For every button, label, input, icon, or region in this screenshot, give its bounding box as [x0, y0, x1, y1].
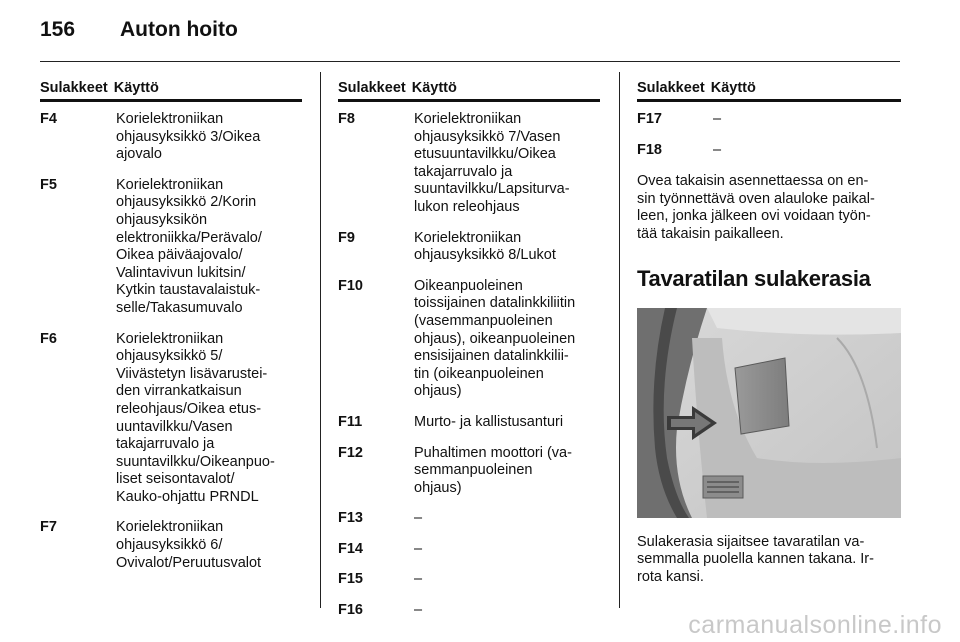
- fuse-usage: –: [713, 141, 722, 158]
- table-row: [338, 571, 600, 589]
- table-row: [338, 602, 600, 620]
- fuse-id: F15: [338, 571, 363, 588]
- fuse-usage: Korielektroniikan ohjausyksikkö 3/Oikea ajovalo: [116, 111, 261, 163]
- fuse-usage: Oikeanpuoleinen toissijainen datalinkkiliitin (vasemmanpuoleinen ohjaus), oikeanpuoleinen ensisijainen datalinkkilii- tin (oikeanpuoleinen ohjaus): [414, 277, 576, 400]
- fuse-id: F4: [40, 111, 57, 127]
- header-fuses: Sulakkeet: [338, 80, 406, 96]
- fuse-id: F9: [338, 229, 355, 246]
- fuse-table-column-1: [40, 80, 302, 585]
- header-fuses: Sulakkeet: [637, 80, 705, 96]
- fuse-usage: Puhaltimen moottori (va- semmanpuoleinen ohjaus): [414, 444, 572, 496]
- table-header: [637, 80, 901, 102]
- watermark: carmanualsonline.info: [688, 611, 942, 639]
- table-row: [338, 278, 600, 401]
- table-header: [338, 80, 600, 102]
- page-title: Auton hoito: [120, 18, 238, 41]
- column-divider: [320, 72, 321, 608]
- table-row: [338, 510, 600, 528]
- door-reinstall-paragraph: Ovea takaisin asennettaessa on en- sin työnnettävä oven alauloke paikal- leen, jonka jälkeen ovi voidaan työn- tää takaisin paikalleen.: [637, 173, 875, 242]
- fuse-id: F14: [338, 540, 363, 557]
- fuse-usage: Korielektroniikan ohjausyksikkö 8/Lukot: [414, 229, 556, 264]
- fuse-usage: –: [414, 540, 423, 557]
- page-number: 156: [40, 18, 76, 41]
- fuse-id: F12: [338, 444, 363, 461]
- fuse-usage: –: [713, 111, 722, 127]
- table-row: [637, 111, 901, 129]
- header-usage: Käyttö: [411, 80, 457, 96]
- section-title: Tavaratilan sulakerasia: [637, 265, 871, 291]
- column-divider: [619, 72, 620, 608]
- table-row: [338, 111, 600, 217]
- header-usage: Käyttö: [113, 80, 159, 96]
- fuse-id: F16: [338, 602, 363, 619]
- fuse-usage: –: [414, 571, 423, 588]
- fuse-id: F18: [637, 141, 662, 158]
- header-fuses: Sulakkeet: [40, 80, 108, 96]
- table-header: [40, 80, 302, 102]
- table-row: [40, 331, 302, 507]
- fuse-usage: –: [414, 602, 423, 619]
- fuse-usage: Korielektroniikan ohjausyksikkö 6/ Ovivalot/Peruutusvalot: [116, 519, 262, 571]
- fuse-id: F8: [338, 111, 355, 127]
- fuse-table-column-2: [338, 80, 600, 633]
- fuse-id: F17: [637, 111, 662, 127]
- fuse-id: F10: [338, 277, 363, 294]
- fuse-usage: Korielektroniikan ohjausyksikkö 5/ Viivästetyn lisävarustei- den virrankatkaisun releohjaus/Oikea etus- uuntavilkku/Vasen takajarruvalo ja suuntavilkku/Oikeanpuo- liset seisontavalot/ Kauko-ohjattu PRNDL: [116, 330, 275, 505]
- table-row: [338, 414, 600, 432]
- table-row: [338, 230, 600, 265]
- fuse-usage: –: [414, 510, 423, 527]
- table-row: [40, 111, 302, 164]
- fuse-id: F6: [40, 330, 57, 347]
- table-row: [338, 541, 600, 559]
- fuse-table-column-3: [637, 80, 901, 586]
- fuse-usage: Murto- ja kallistusanturi: [414, 413, 564, 430]
- page-header: [40, 18, 238, 42]
- fuse-usage: Korielektroniikan ohjausyksikkö 7/Vasen etusuuntavilkku/Oikea takajarruvalo ja suuntavilkku/Lapsiturva- lukon releohjaus: [414, 111, 570, 215]
- fuse-id: F11: [338, 413, 363, 430]
- table-row: [40, 519, 302, 572]
- fuse-usage: Korielektroniikan ohjausyksikkö 2/Korin ohjausyksikön elektroniikka/Perävalo/ Oikea päiväajovalo/ Valintavivun lukitsin/ Kytkin taustavalaistuk- selle/Takasumuvalo: [116, 176, 262, 316]
- header-rule: [40, 61, 900, 62]
- trunk-fuse-box-photo: [637, 308, 901, 518]
- table-row: [40, 177, 302, 318]
- table-row: [338, 445, 600, 498]
- fuse-id: F7: [40, 519, 57, 536]
- fuse-id: F5: [40, 176, 57, 193]
- fuse-id: F13: [338, 510, 363, 527]
- fuse-box-location-paragraph: Sulakerasia sijaitsee tavaratilan va- semmalla puolella kannen takana. Ir- rota kansi.: [637, 533, 874, 585]
- table-row: [637, 142, 901, 160]
- header-usage: Käyttö: [710, 80, 756, 96]
